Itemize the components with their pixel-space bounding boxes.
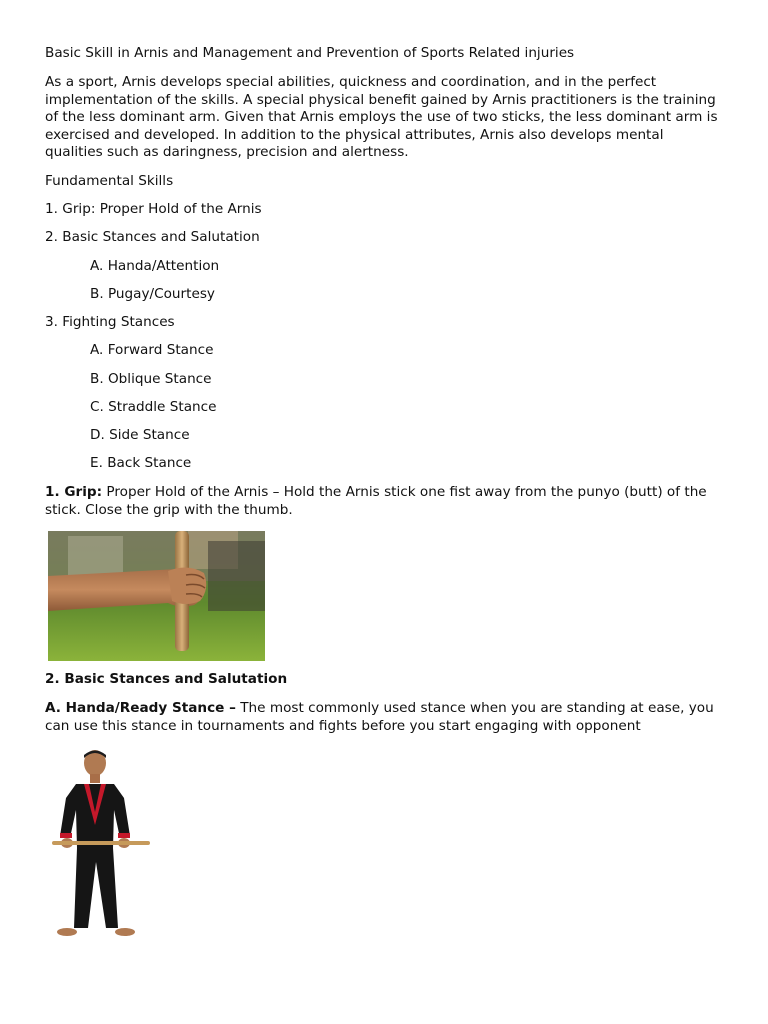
section-heading-basic-stances: 2. Basic Stances and Salutation: [45, 671, 288, 687]
list-subitem-straddle: C. Straddle Stance: [90, 399, 217, 415]
handa-label: A. Handa/Ready Stance –: [45, 700, 236, 716]
grip-paragraph: [45, 484, 725, 519]
document-title: Basic Skill in Arnis and Management and Prevention of Sports Related injuries: [45, 45, 575, 61]
list-subitem-oblique: B. Oblique Stance: [90, 371, 212, 387]
list-subitem-back: E. Back Stance: [90, 455, 192, 471]
handa-paragraph: [45, 700, 725, 735]
grip-photo: [48, 531, 265, 661]
list-subitem-handa: A. Handa/Attention: [90, 258, 220, 274]
intro-paragraph: As a sport, Arnis develops special abilities, quickness and coordination, and in the perfect implementation of the skills. A special physical benefit gained by Arnis practitioners is the training of the less dominant arm. Given that Arnis employs the use of two sticks, the less dominant arm is exercised and developed. In addition to the physical attributes, Arnis also develops mental qualities such as daringness, precision and alertness.: [45, 74, 718, 161]
list-subitem-side: D. Side Stance: [90, 427, 190, 443]
grip-label: 1. Grip:: [45, 484, 103, 500]
list-item-basic-stances: 2. Basic Stances and Salutation: [45, 229, 260, 245]
grip-text: Proper Hold of the Arnis – Hold the Arnis stick one fist away from the punyo (butt) of the stick. Close the grip with the thumb.: [45, 484, 707, 518]
list-item-fighting-stances: 3. Fighting Stances: [45, 314, 175, 330]
handa-text: The most commonly used stance when you are standing at ease, you can use this stance in tournaments and fights before you start engaging with opponent: [45, 700, 714, 734]
fundamental-skills-heading: Fundamental Skills: [45, 173, 174, 189]
list-subitem-pugay: B. Pugay/Courtesy: [90, 286, 215, 302]
list-subitem-forward: A. Forward Stance: [90, 342, 214, 358]
list-item-grip: 1. Grip: Proper Hold of the Arnis: [45, 201, 262, 217]
handa-stance-photo: [48, 750, 154, 940]
